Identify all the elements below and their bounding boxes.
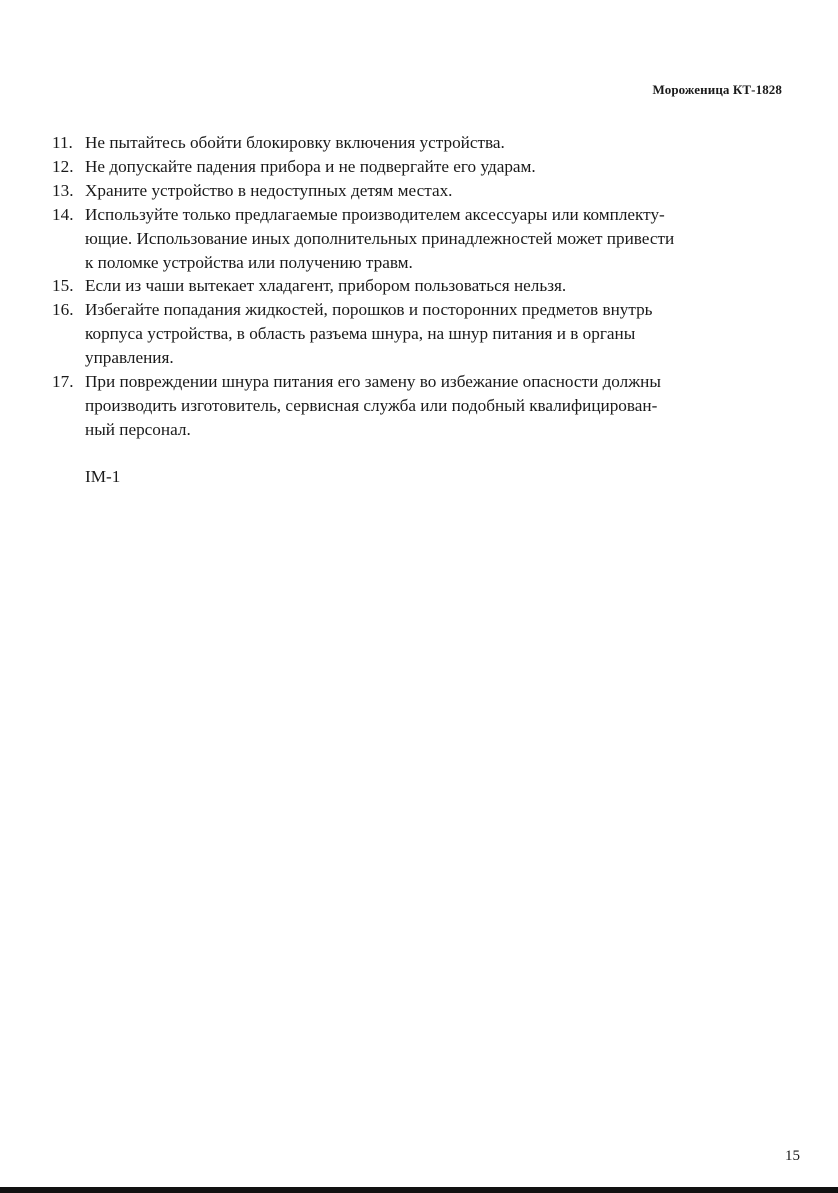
item-number: 12. — [52, 156, 74, 176]
item-text: к поломке устройства или получению травм. — [85, 252, 413, 272]
item-text: производить изготовитель, сервисная служба или подобный квалифицирован- — [85, 395, 658, 415]
item-text: Используйте только предлагаемые производителем аксессуары или комплекту- — [85, 204, 665, 224]
running-header: Мороженица КТ-1828 — [652, 82, 782, 97]
item-text: Храните устройство в недоступных детям местах. — [85, 180, 453, 200]
item-text: ный персонал. — [85, 419, 191, 439]
list-item — [52, 155, 792, 179]
item-number: 17. — [52, 372, 74, 392]
item-text: Избегайте попадания жидкостей, порошков и посторонних предметов внутрь — [85, 300, 653, 320]
item-text: управления. — [85, 348, 174, 368]
item-number: 11. — [52, 133, 73, 152]
item-number: 15. — [52, 276, 74, 296]
bottom-rule — [0, 1187, 838, 1193]
item-number: 16. — [52, 300, 74, 320]
list-item — [52, 131, 792, 155]
list-item — [52, 274, 792, 298]
item-text: корпуса устройства, в область разъема шнура, на шнур питания и в органы — [85, 324, 636, 344]
item-text: Не пытайтесь обойти блокировку включения устройства. — [85, 133, 505, 152]
list-item — [52, 298, 792, 370]
item-text: Не допускайте падения прибора и не подвергайте его ударам. — [85, 156, 536, 176]
item-text: Если из чаши вытекает хладагент, прибором пользоваться нельзя. — [85, 276, 567, 296]
item-number: 13. — [52, 180, 74, 200]
list-item — [52, 179, 792, 203]
safety-instructions-list — [52, 131, 792, 442]
item-number: 14. — [52, 204, 74, 224]
item-text: При повреждении шнура питания его замену во избежание опасности должны — [85, 372, 661, 392]
list-item — [52, 370, 792, 442]
item-text: ющие. Использование иных дополнительных принадлежностей может привести — [85, 228, 675, 248]
page-number: 15 — [785, 1148, 800, 1164]
instruction-code: IM-1 — [85, 467, 121, 486]
list-item — [52, 203, 792, 275]
